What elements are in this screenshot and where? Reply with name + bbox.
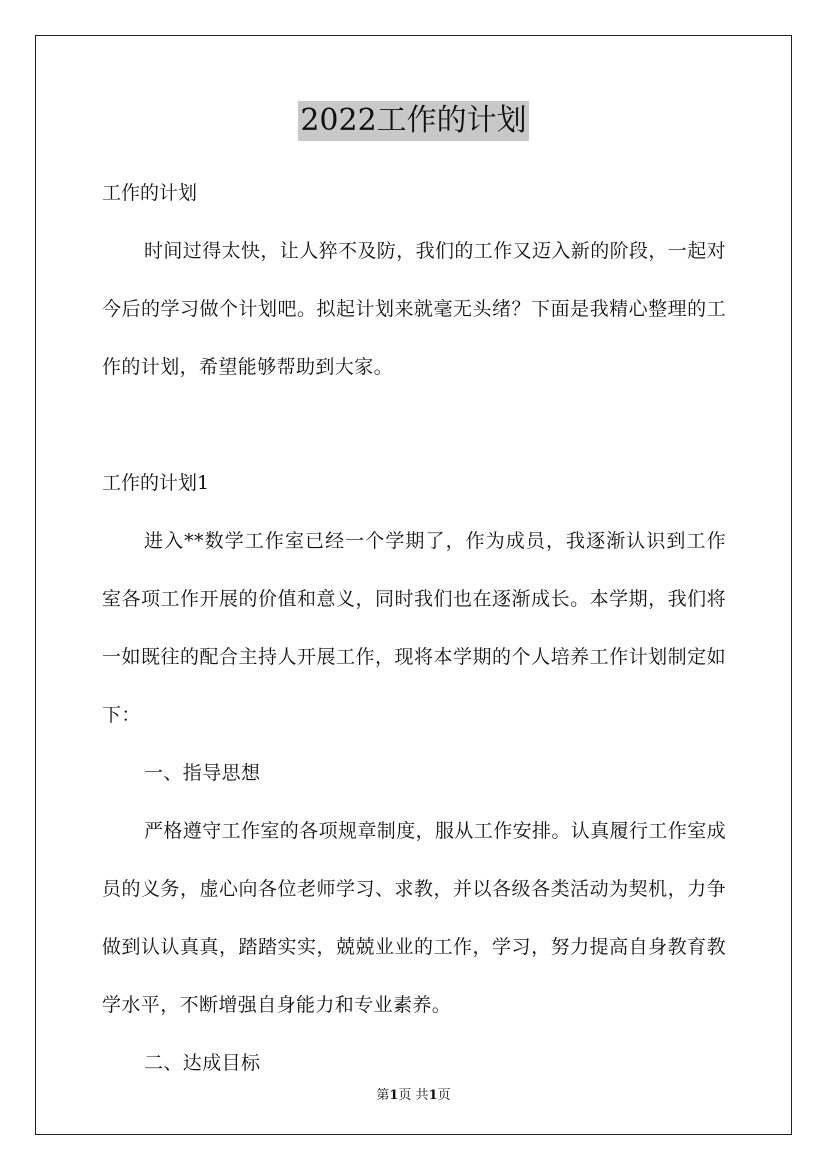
footer-page-mid: 页 共 <box>398 1088 429 1103</box>
footer-page-suffix: 页 <box>437 1088 451 1103</box>
footer-page-number: 1 <box>389 1088 399 1103</box>
title-wrap <box>0 101 827 141</box>
footer-total-pages: 1 <box>428 1088 438 1103</box>
document-body <box>102 164 726 1092</box>
item2-heading: 二、达成目标 <box>144 1052 261 1074</box>
footer-page-prefix: 第 <box>376 1088 390 1103</box>
intro-heading: 工作的计划 <box>102 182 198 204</box>
document-title: 2022工作的计划 <box>298 101 528 141</box>
item1-paragraph: 严格遵守工作室的各项规章制度，服从工作安排。认真履行工作室成员的义务，虚心向各位老师学习、求教，并以各级各类活动为契机，力争做到认认真真，踏踏实实，兢兢业业的工作，学习，努力提高自身教育教学水平，不断增强自身能力和专业素养。 <box>102 820 727 1016</box>
item1-heading: 一、指导思想 <box>144 762 261 784</box>
blank-line <box>102 396 726 454</box>
section-paragraph: 进入**数学工作室已经一个学期了，作为成员，我逐渐认识到工作室各项工作开展的价值和意义，同时我们也在逐渐成长。本学期，我们将一如既往的配合主持人开展工作，现将本学期的个人培养工作计划制定如下： <box>102 530 726 726</box>
page-footer <box>0 1084 827 1103</box>
section-heading: 工作的计划1 <box>102 472 210 494</box>
intro-paragraph: 时间过得太快，让人猝不及防，我们的工作又迈入新的阶段，一起对今后的学习做个计划吧。拟起计划来就毫无头绪？下面是我精心整理的工作的计划，希望能够帮助到大家。 <box>102 240 727 378</box>
